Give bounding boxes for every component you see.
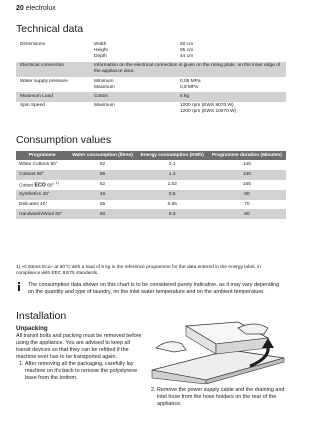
table-row: [16, 170, 286, 180]
row-values: 6 kg: [176, 92, 286, 101]
water-cell: 55: [99, 202, 106, 208]
row-label: Electrical connection: [16, 62, 90, 77]
programme-name: Cotton: [19, 183, 34, 189]
installation-text: [16, 333, 144, 382]
energy-cell: 2.1: [168, 162, 176, 168]
programme-cell: Delicates 40°: [19, 202, 48, 208]
table-row: [16, 190, 286, 200]
table-row: [16, 77, 286, 92]
info-icon: [16, 282, 22, 291]
table-row: [16, 180, 286, 190]
duration-cell: 80: [208, 190, 286, 200]
param-value: 60 cm: [180, 41, 194, 47]
table-row: [16, 200, 286, 210]
column-header: Programme duration (Minutes): [208, 151, 286, 160]
param-value: 1200 rpm (EWS 10070 W): [180, 109, 237, 115]
column-header: Water consumption (litres): [68, 151, 136, 160]
row-label: Dimensions: [20, 41, 46, 47]
programme-temperature: 60°: [47, 183, 55, 189]
param-value: 1000 rpm (EWS 8070 W): [180, 103, 234, 109]
row-params: [90, 40, 176, 62]
page-header: [16, 5, 56, 12]
installation-intro: All transit bolts and packing must be removed before using the appliance. You are advised to keep all transit devices so that they can be refitted if the machine ever has to be transported again.: [16, 333, 142, 361]
programme-cell: White Cottons 90°: [19, 162, 58, 168]
list-item: 2. Remove the power supply cable and the draining and inlet hose from the hose holders on the rear of the appliance.: [157, 387, 286, 408]
param-value: 0,05 MPa: [180, 78, 201, 84]
installation-heading: Installation: [16, 310, 67, 322]
param-label: Height: [94, 47, 108, 53]
technical-data-table: [16, 40, 286, 117]
installation-steps-continued: [148, 387, 286, 408]
duration-cell: 70: [244, 202, 250, 208]
brand-name: electrolux: [25, 5, 56, 12]
water-cell: 50: [68, 209, 136, 219]
duration-cell: 165: [242, 182, 251, 188]
installation-steps: [16, 361, 144, 382]
param-value: 0,8 MPa: [180, 84, 198, 90]
page-number: 20: [16, 5, 24, 12]
consumption-values-heading: Consumption values: [16, 134, 112, 146]
installation-step-2: [148, 387, 286, 408]
row-values: Information on the electrical connection is given on the rating plate, on the inner edge of the appliance door.: [90, 62, 286, 77]
energy-cell: 0.3: [137, 209, 208, 219]
programme-cell: Cottons 60°: [16, 170, 68, 180]
info-note: [16, 282, 286, 296]
table-row: [16, 160, 286, 170]
duration-cell: 130: [208, 170, 286, 180]
table-row: [16, 92, 286, 101]
energy-cell: 1.02: [167, 182, 177, 188]
table-row: [16, 102, 286, 117]
table-row: [16, 40, 286, 62]
unpacking-illustration: [146, 318, 288, 384]
param-value: 85 cm: [180, 47, 194, 53]
energy-cell: 0.55: [167, 202, 177, 208]
programme-cell: [16, 180, 68, 190]
table-row: [16, 62, 286, 77]
water-cell: 59: [68, 170, 136, 180]
water-cell: 46: [68, 190, 136, 200]
param-value: 44 cm: [180, 53, 194, 59]
table-header-row: [16, 151, 286, 160]
energy-cell: 0.5: [137, 190, 208, 200]
programme-cell: Handwash/Wool 30°: [16, 209, 68, 219]
row-params: Cotton: [90, 92, 176, 101]
note-text: The consumption data shown on this chart is to be considered purely indicative, as it may vary depending on the quantity and type of laundry, on the inlet water temperature and on the ambient temperature.: [28, 282, 280, 296]
consumption-table: [16, 151, 286, 219]
table-row: [16, 209, 286, 219]
column-header: Energy consumption (KWh): [137, 151, 208, 160]
row-values: [176, 77, 286, 92]
duration-cell: 140: [242, 162, 251, 168]
row-label: Water supply pressure: [20, 78, 68, 84]
water-cell: 62: [99, 162, 106, 168]
water-cell: 52: [99, 182, 106, 188]
list-item: 1. After removing all the packaging, carefully lay machine on it's back to remove the polystyrene base from the bottom.: [25, 361, 144, 382]
row-params: Maximum: [94, 103, 115, 109]
consumption-footnote: 1) «Cottons Eco» at 60°C with a load of 6 kg is the reference programme for the data entered in the energy label, in compliance with EEC 92/75 standards.: [16, 265, 261, 277]
param-label: Maximum: [94, 84, 115, 90]
energy-cell: 1.3: [137, 170, 208, 180]
programme-cell: Synthetics 40°: [16, 190, 68, 200]
row-values: [176, 40, 286, 62]
param-label: Depth: [94, 53, 107, 59]
param-label: Width: [94, 41, 107, 47]
eco-label: ECO: [34, 182, 46, 189]
param-label: Minimum: [94, 78, 114, 84]
technical-data-heading: Technical data: [16, 23, 84, 35]
row-label: Maximum Load: [16, 92, 90, 101]
row-params: [90, 77, 176, 92]
duration-cell: 60: [208, 209, 286, 219]
unpacking-subheading: Unpacking: [16, 325, 48, 332]
row-label: Spin Speed: [20, 103, 45, 109]
footnote-mark: 1): [55, 180, 59, 185]
row-values: [176, 102, 286, 117]
column-header: Programme: [16, 151, 68, 160]
